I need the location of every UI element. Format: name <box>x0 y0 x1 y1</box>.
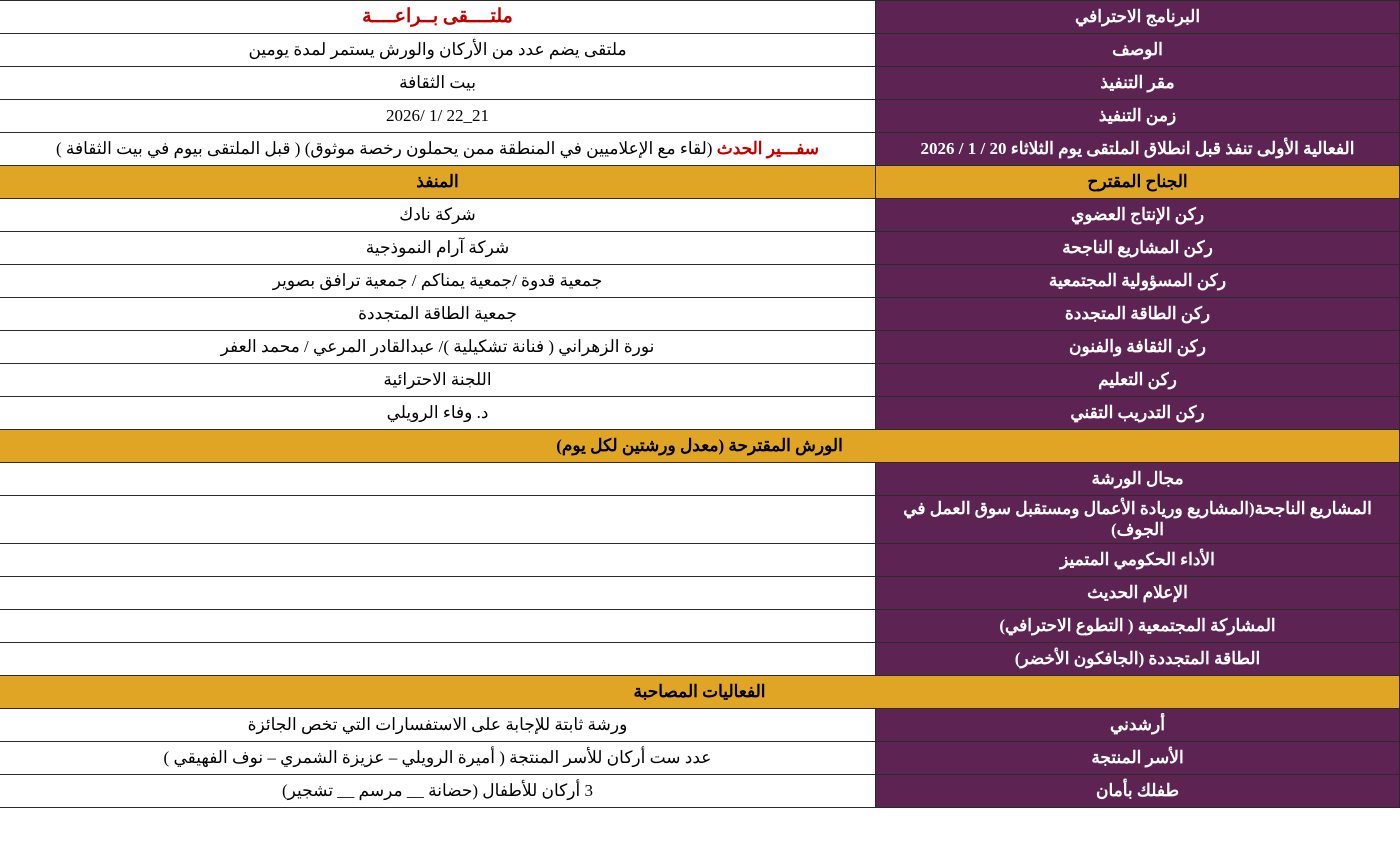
workshop-field: الأداء الحكومي المتميز <box>876 543 1400 576</box>
table-row-workshops-header <box>0 430 1400 463</box>
venue-label: مقر التنفيذ <box>876 67 1400 100</box>
side-event-details: 3 أركان للأطفال (حضانة __ مرسم __ تشجير) <box>0 774 876 807</box>
table-row-date <box>0 100 1400 133</box>
table-row-pre-event <box>0 133 1400 166</box>
workshop-executor <box>0 576 876 609</box>
side-events-header: الفعاليات المصاحبة <box>0 675 1400 708</box>
table-row-workshop <box>0 463 1400 496</box>
pavilion-name: ركن المسؤولية المجتمعية <box>876 265 1400 298</box>
pavilion-name: ركن الإنتاج العضوي <box>876 199 1400 232</box>
pavilion-name: ركن المشاريع الناجحة <box>876 232 1400 265</box>
table-row-side-events-header <box>0 675 1400 708</box>
workshop-executor <box>0 543 876 576</box>
table-row-workshop <box>0 642 1400 675</box>
table-row-workshop <box>0 543 1400 576</box>
pre-event-highlight: سفـــير الحدث <box>716 139 820 159</box>
pavilion-executor: اللجنة الاحترائية <box>0 364 876 397</box>
table-row-side-event <box>0 708 1400 741</box>
table-row-workshop <box>0 496 1400 544</box>
pavilion-name: ركن الطاقة المتجددة <box>876 298 1400 331</box>
date-label: زمن التنفيذ <box>876 100 1400 133</box>
workshop-executor <box>0 609 876 642</box>
pre-event-label: الفعالية الأولى تنفذ قبل انطلاق الملتقى يوم الثلاثاء 20 / 1 / 2026 <box>876 133 1400 166</box>
table-row-side-event <box>0 774 1400 807</box>
table-row-pavilion <box>0 199 1400 232</box>
description-label: الوصف <box>876 34 1400 67</box>
table-row-side-event <box>0 741 1400 774</box>
program-title <box>0 1 876 34</box>
table-row-venue <box>0 67 1400 100</box>
pavilion-name: ركن التعليم <box>876 364 1400 397</box>
pavilions-header-left: المنفذ <box>0 166 876 199</box>
venue-value: بيت الثقافة <box>0 67 876 100</box>
side-event-name: الأسر المنتجة <box>876 741 1400 774</box>
table-row-program-title <box>0 1 1400 34</box>
workshop-field: الطاقة المتجددة (الجافكون الأخضر) <box>876 642 1400 675</box>
workshop-field: مجال الورشة <box>876 463 1400 496</box>
table-row-pavilion <box>0 331 1400 364</box>
side-event-name: أرشدني <box>876 708 1400 741</box>
description-value: ملتقى يضم عدد من الأركان والورش يستمر لمدة يومين <box>0 34 876 67</box>
pavilions-header-right: الجناح المقترح <box>876 166 1400 199</box>
pavilion-executor: شركة نادك <box>0 199 876 232</box>
program-title-text: ملتــــقى بــراعــــة <box>362 6 513 28</box>
program-label: البرنامج الاحترافي <box>876 1 1400 34</box>
table-row-workshop <box>0 609 1400 642</box>
pre-event-rest: (لقاء مع الإعلاميين في المنطقة ممن يحملون رخصة موثوق) ( قبل الملتقى بيوم في بيت الثقافة ) <box>55 139 717 159</box>
workshop-field: المشاركة المجتمعية ( التطوع الاحترافي) <box>876 609 1400 642</box>
table-row-pavilion <box>0 232 1400 265</box>
workshops-header: الورش المقترحة (معدل ورشتين لكل يوم) <box>0 430 1400 463</box>
table-row-workshop <box>0 576 1400 609</box>
table-row-pavilions-header <box>0 166 1400 199</box>
table-row-pavilion <box>0 265 1400 298</box>
side-event-details: ورشة ثابتة للإجابة على الاستفسارات التي تخص الجائزة <box>0 708 876 741</box>
workshop-field: الإعلام الحديث <box>876 576 1400 609</box>
table-row-description <box>0 34 1400 67</box>
side-event-name: طفلك بأمان <box>876 774 1400 807</box>
workshop-executor <box>0 463 876 496</box>
workshop-field: المشاريع الناجحة(المشاريع وريادة الأعمال ومستقبل سوق العمل في الجوف) <box>876 496 1400 544</box>
date-value: 21_22 /1 /2026 <box>0 100 876 133</box>
table-row-pavilion <box>0 397 1400 430</box>
pavilion-executor: جمعية قدوة /جمعية يمناكم / جمعية ترافق بصوير <box>0 265 876 298</box>
table-row-pavilion <box>0 364 1400 397</box>
pavilion-executor: جمعية الطاقة المتجددة <box>0 298 876 331</box>
pavilion-executor: نورة الزهراني ( فنانة تشكيلية )/ عبدالقادر المرعي / محمد العفر <box>0 331 876 364</box>
workshop-executor <box>0 642 876 675</box>
pavilion-name: ركن التدريب التقني <box>876 397 1400 430</box>
pre-event-value <box>0 133 876 166</box>
workshop-executor <box>0 496 876 544</box>
table-row-pavilion <box>0 298 1400 331</box>
pavilion-executor: د. وفاء الرويلي <box>0 397 876 430</box>
side-event-details: عدد ست أركان للأسر المنتجة ( أميرة الرويلي – عزيزة الشمري – نوف الفهيقي ) <box>0 741 876 774</box>
pavilion-name: ركن الثقافة والفنون <box>876 331 1400 364</box>
pavilion-executor: شركة آرام النموذجية <box>0 232 876 265</box>
